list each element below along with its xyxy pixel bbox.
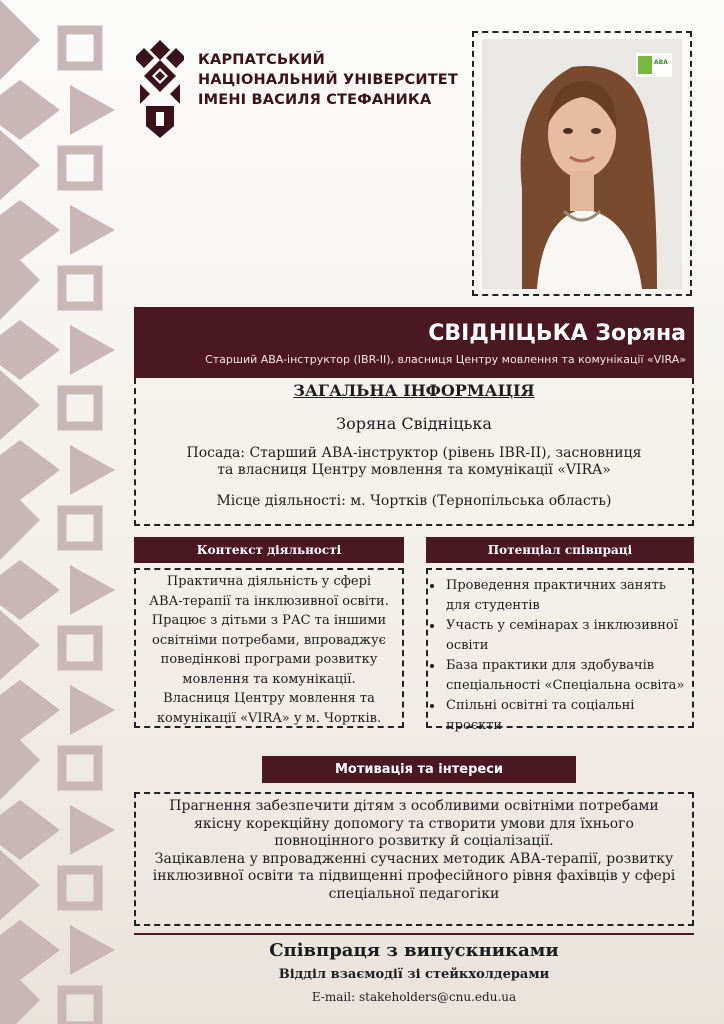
- context-line: освітніми потребами, впроваджує: [152, 632, 386, 648]
- footer-divider: [134, 933, 694, 935]
- portrait-frame: [472, 31, 692, 296]
- context-text: [136, 570, 402, 728]
- potential-box: [426, 568, 694, 733]
- motivation-line: інклюзивної освіти та підвищенні професійного рівня фахівців у сфері: [152, 868, 676, 884]
- university-name: [198, 50, 458, 110]
- footer-department: Відділ взаємодії зі стейкхолдерами: [278, 967, 550, 982]
- portrait-photo: [482, 39, 682, 289]
- aba-badge-text: ABA: [654, 59, 668, 66]
- general-info-box: [134, 378, 694, 526]
- aba-badge: [636, 53, 672, 77]
- motivation-line: Прагнення забезпечити дітям з особливими освітніми потребами: [169, 798, 659, 814]
- university-name-line1: КАРПАТСЬКИЙ: [198, 52, 325, 68]
- context-box: [134, 568, 404, 728]
- general-position-line2: та власниця Центру мовлення та комунікації «VIRA»: [217, 462, 611, 478]
- university-emblem-icon: [136, 40, 184, 140]
- context-line: Практична діяльність у сфері: [166, 574, 372, 589]
- university-logo: [136, 40, 456, 140]
- motivation-header: Мотивація та інтереси: [262, 756, 576, 783]
- general-location: Місце діяльності: м. Чортків (Тернопільська область): [216, 493, 612, 509]
- footer-title: Співпраця з випускниками: [269, 940, 559, 961]
- footer-email[interactable]: E-mail: stakeholders@cnu.edu.ua: [311, 990, 517, 1004]
- list-item: • Участь у семінарах з інклюзивної освіти: [444, 616, 692, 656]
- motivation-line: якісну корекційну допомогу та створити умови для їхнього: [194, 815, 634, 832]
- person-position: Старший ABA-інструктор (IBR-II), власниця Центру мовлення та комунікації «VIRA»: [205, 353, 686, 366]
- context-line: поведінкові програми розвитку: [160, 652, 378, 667]
- potential-header: Потенціал співпраці: [426, 537, 694, 563]
- motivation-line: спеціальної педагогіки: [328, 885, 500, 902]
- context-header: Контекст діяльності: [134, 537, 404, 563]
- embroidery-ornament: [0, 0, 118, 1024]
- university-name-line3: ІМЕНІ ВАСИЛЯ СТЕФАНИКА: [198, 92, 432, 108]
- general-full-name: Зоряна Свідніцька: [336, 414, 492, 433]
- motivation-box: [134, 792, 694, 926]
- motivation-line: Зацікавлена у впровадженні сучасних методик АВА-терапії, розвитку: [154, 850, 674, 867]
- context-line: Працює з дітьми з РАС та іншими: [151, 613, 387, 628]
- list-item: • База практики для здобувачів спеціальності «Спеціальна освіта»: [444, 656, 692, 696]
- general-position: [136, 445, 692, 479]
- general-info-title: ЗАГАЛЬНА ІНФОРМАЦІЯ: [293, 381, 535, 400]
- list-item: • Проведення практичних занять для студентів: [444, 576, 692, 616]
- general-position-line1: Посада: Старший АВА-інструктор (рівень IBR-II), засновниця: [186, 445, 642, 461]
- person-name: СВІДНІЦЬКА Зоряна: [428, 321, 686, 346]
- context-line: мовлення та комунікації.: [182, 671, 356, 687]
- potential-list: [428, 570, 692, 736]
- list-item: • Спільні освітні та соціальні проєкти: [444, 696, 692, 736]
- context-line: Власниця Центру мовлення та: [163, 691, 375, 706]
- university-name-line2: НАЦІОНАЛЬНИЙ УНІВЕРСИТЕТ: [198, 72, 458, 88]
- name-banner: [134, 307, 694, 378]
- context-line: комунікації «VIRA» у м. Чортків.: [156, 710, 382, 726]
- motivation-line: повноцінного розвитку й соціалізації.: [274, 833, 554, 849]
- context-line: АВА-терапії та інклюзивної освіти.: [149, 593, 389, 609]
